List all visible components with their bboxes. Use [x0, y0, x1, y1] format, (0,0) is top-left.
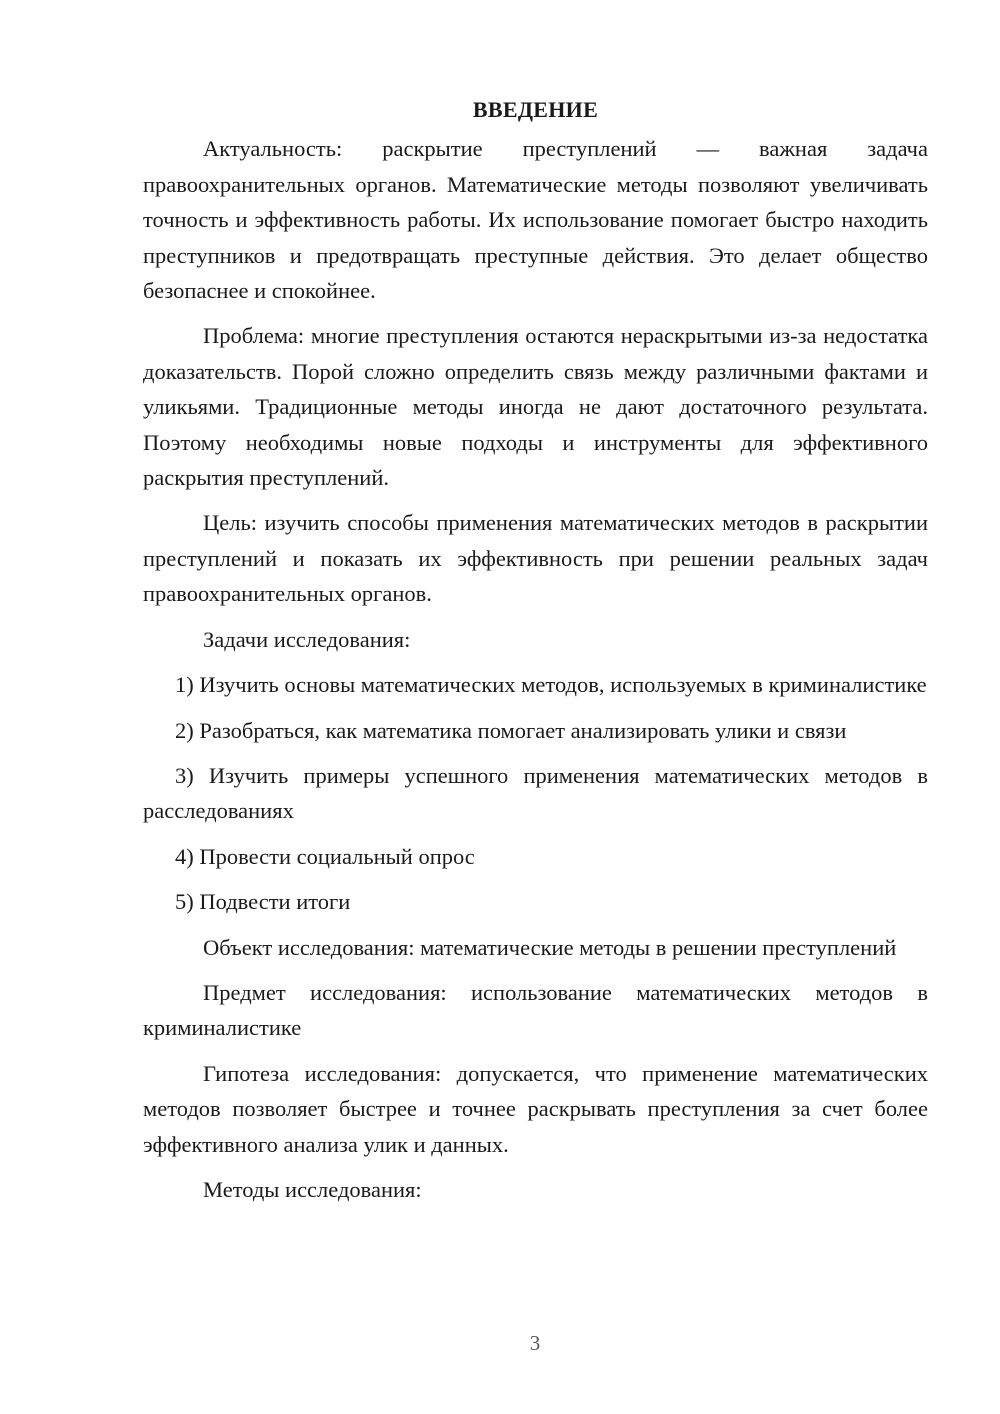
paragraph-goal: Цель: изучить способы применения математических методов в раскрытии преступлений и показать их эффективность при решении реальных задач правоохранительных органов. [143, 510, 928, 607]
paragraph-tasks-heading: Задачи исследования: [203, 626, 411, 652]
page-number: 3 [529, 1331, 541, 1355]
task-item-4: 4) Провести социальный опрос [175, 843, 475, 869]
paragraph-hypothesis: Гипотеза исследования: допускается, что применение математических методов позволяет быстрее и точнее раскрывать преступления за счет более эффективного анализа улик и данных. [143, 1060, 928, 1157]
section-title: ВВЕДЕНИЕ [472, 97, 599, 122]
paragraph-problem: Проблема: многие преступления остаются нераскрытыми из-за недостатка доказательств. Порой сложно определить связь между различными фактами и уликьями. Традиционные методы иногда не дают достаточного результата. Поэтому необходимы новые подходы и инструменты для эффективного раскрытия преступлений. [143, 323, 928, 491]
document-page [143, 92, 928, 1217]
paragraph-object: Объект исследования: математические методы в решении преступлений [203, 934, 897, 960]
task-item-2: 2) Разобраться, как математика помогает анализировать улики и связи [175, 717, 847, 743]
paragraph-methods: Методы исследования: [203, 1176, 422, 1202]
task-item-5: 5) Подвести итоги [175, 889, 351, 915]
paragraph-subject: Предмет исследования: использование математических методов в криминалистике [143, 979, 928, 1041]
paragraph-relevance: Актуальность: раскрытие преступлений — важная задача правоохранительных органов. Математические методы позволяют увеличивать точность и эффективность работы. Их использование помогает быстро находить преступников и предотвращать преступные действия. Это делает общество безопаснее и спокойнее. [143, 136, 928, 304]
task-item-3: 3) Изучить примеры успешного применения математических методов в расследованиях [143, 762, 928, 824]
task-item-1: 1) Изучить основы математических методов, используемых в криминалистике [175, 672, 927, 698]
